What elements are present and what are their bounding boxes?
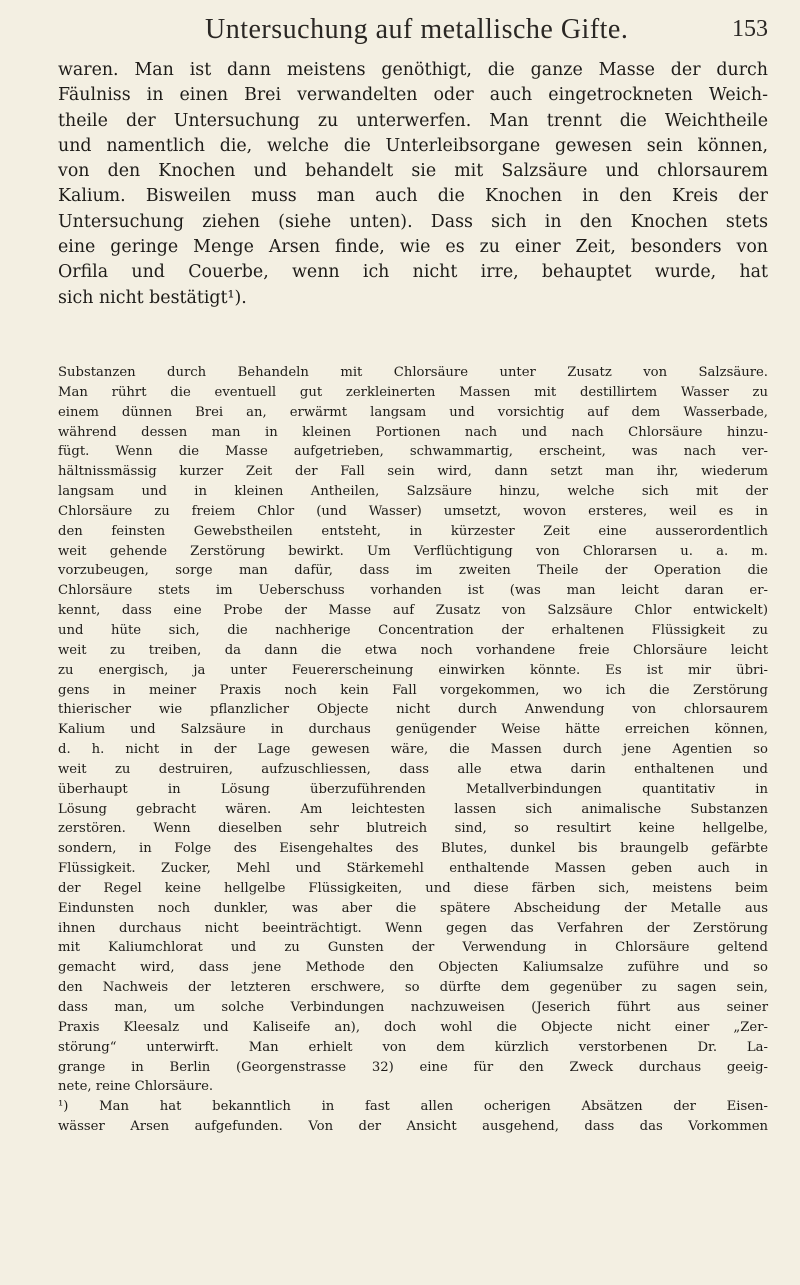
text-line: d. h. nicht in der Lage gewesen wäre, die Massen durch jene Agentien so [58,742,768,758]
text-line: theile der Untersuchung zu unterwerfen. Man trennt die Weichtheile [58,110,768,131]
text-line: Flüssigkeit. Zucker, Mehl und Stärkemehl enthaltende Massen geben auch in [58,861,768,877]
text-line: ihnen durchaus nicht beeinträchtigt. Wenn gegen das Verfahren der Zerstörung [58,920,768,936]
note-paragraph [58,363,768,1097]
text-line: zerstören. Wenn dieselben sehr blutreich sind, so resultirt keine hellgelbe, [58,821,768,837]
text-line: Kalium und Salzsäure in durchaus genügender Weise hätte erreichen können, [58,722,768,738]
page-number: 153 [732,16,768,42]
text-line: vorzubeugen, sorge man dafür, dass im zweiten Theile der Operation die [58,563,768,579]
text-line: Chlorsäure zu freiem Chlor (und Wasser) umsetzt, wovon ersteres, weil es in [58,503,768,519]
text-line: fügt. Wenn die Masse aufgetrieben, schwammartig, erscheint, was nach ver- [58,444,768,460]
text-line: sich nicht bestätigt¹). [58,287,247,308]
text-line: weit gehende Zerstörung bewirkt. Um Verflüchtigung von Chlorarsen u. a. m. [58,543,768,559]
text-line: Substanzen durch Behandeln mit Chlorsäure unter Zusatz von Salzsäure. [58,365,768,380]
text-line: mit Kaliumchlorat und zu Gunsten der Verwendung in Chlorsäure geltend [58,940,768,956]
text-line: dass man, um solche Verbindungen nachzuweisen (Jeserich führt aus seiner [58,1000,768,1015]
main-paragraph [58,58,768,311]
footnote [58,1097,768,1137]
text-line: einem dünnen Brei an, erwärmt langsam und vorsichtig auf dem Wasserbade, [58,404,768,420]
text-line: während dessen man in kleinen Portionen nach und nach Chlorsäure hinzu- [58,424,768,440]
text-line: nete, reine Chlorsäure. [58,1079,214,1095]
small-print-section [58,363,768,1137]
text-line: der Regel keine hellgelbe Flüssigkeiten, und diese färben sich, meistens beim [58,880,768,896]
text-line: Man rührt die eventuell gut zerkleinerten Massen mit destillirtem Wasser zu [58,384,768,400]
text-line: langsam und in kleinen Antheilen, Salzsäure hinzu, welche sich mit der [58,484,768,500]
text-line: zu energisch, ja unter Feuererscheinung einwirken könnte. Es ist mir übri- [58,662,768,678]
page-header [0,14,800,50]
text-line: hältnissmässig kurzer Zeit der Fall sein wird, dann setzt man ihr, wiederum [58,464,768,480]
text-line: überhaupt in Lösung überzuführenden Metallverbindungen quantitativ in [58,781,768,797]
text-line: sondern, in Folge des Eisengehaltes des Blutes, dunkel bis braungelb gefärbte [58,841,768,857]
text-line: gens in meiner Praxis noch kein Fall vorgekommen, wo ich die Zerstörung [58,682,768,698]
text-line: Eindunsten noch dunkler, was aber die spätere Abscheidung der Metalle aus [58,900,768,916]
text-line: Fäulniss in einen Brei verwandelten oder auch eingetrockneten Weich- [58,85,768,106]
text-line: den Nachweis der letzteren erschwere, so dürfte dem gegenüber zu sagen sein, [58,980,768,996]
text-line: Untersuchung ziehen (siehe unten). Dass sich in den Knochen stets [58,211,768,232]
intro-paragraph [58,58,768,311]
text-line: Praxis Kleesalz und Kaliseife an), doch wohl die Objecte nicht einer „Zer- [58,1019,768,1035]
running-title: Untersuchung auf metallische Gifte. [205,14,629,45]
text-line: kennt, dass eine Probe der Masse auf Zusatz von Salzsäure Chlor entwickelt) [58,603,768,619]
text-line: gemacht wird, dass jene Methode den Objecten Kaliumsalze zuführe und so [58,960,768,976]
text-line: wässer Arsen aufgefunden. Von der Ansicht ausgehend, dass das Vorkommen [58,1119,768,1135]
text-line: Kalium. Bisweilen muss man auch die Knochen in den Kreis der [58,186,768,207]
text-line: Chlorsäure stets im Ueberschuss vorhanden ist (was man leicht daran er- [58,583,768,599]
text-line: Lösung gebracht wären. Am leichtesten lassen sich animalische Substanzen [58,801,768,817]
text-line: von den Knochen und behandelt sie mit Salzsäure und chlorsaurem [58,161,768,182]
text-line: Orfila und Couerbe, wenn ich nicht irre, behauptet wurde, hat [58,262,768,283]
text-line: störung“ unterwirft. Man erhielt von dem kürzlich verstorbenen Dr. La- [58,1039,768,1055]
text-line: den feinsten Gewebstheilen entsteht, in kürzester Zeit eine ausserordentlich [58,523,768,539]
text-line: weit zu treiben, da dann die etwa noch vorhandene freie Chlorsäure leicht [58,642,768,658]
text-line: waren. Man ist dann meistens genöthigt, die ganze Masse der durch [58,60,768,80]
text-line: ¹) Man hat bekanntlich in fast allen ocherigen Absätzen der Eisen- [58,1099,768,1115]
text-line: grange in Berlin (Georgenstrasse 32) eine für den Zweck durchaus geeig- [58,1059,768,1075]
text-line: weit zu destruiren, aufzuschliessen, dass alle etwa darin enthaltenen und [58,761,768,777]
text-line: thierischer wie pflanzlicher Objecte nicht durch Anwendung von chlorsaurem [58,702,768,718]
text-line: eine geringe Menge Arsen finde, wie es zu einer Zeit, besonders von [58,237,768,258]
text-line: und namentlich die, welche die Unterleibsorgane gewesen sein können, [58,135,768,156]
text-line: und hüte sich, die nachherige Concentration der erhaltenen Flüssigkeit zu [58,622,768,638]
